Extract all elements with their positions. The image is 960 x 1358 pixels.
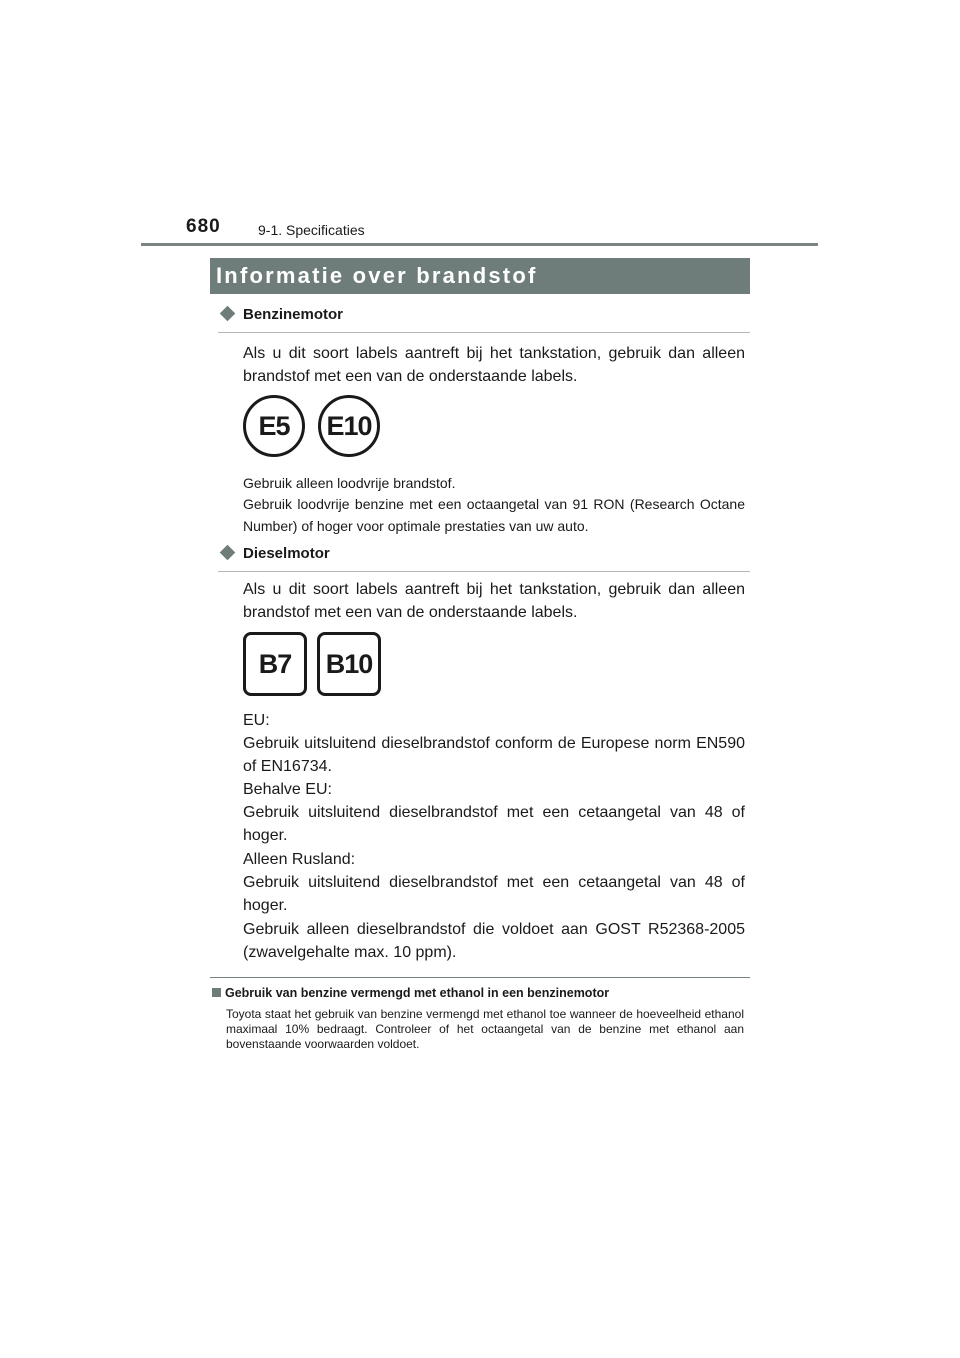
page-number: 680 [186,216,221,237]
diesel-intro: Als u dit soort labels aantreft bij het tankstation, gebruik dan alleen brandstof met een van de onderstaande labels. [243,581,745,621]
petrol-heading [218,306,750,333]
note-body: Toyota staat het gebruik van benzine vermengd met ethanol toe wanneer de hoeveelheid ethanol maximaal 10% bedraagt. Controleer of het octaangetal van de benzine met ethanol aan bovenstaande voorwaarden voldoet. [226,1007,744,1051]
diesel-russia-rule: Alleen Rusland: Gebruik uitsluitend dieselbrandstof met een cetaangetal van 48 of hoger. [243,851,745,914]
chapter-title: 9-1. Specificaties [258,222,365,238]
diesel-heading-text: Dieselmotor [243,545,330,562]
fuel-label-e10: E10 [318,395,380,457]
diamond-bullet-icon [220,545,236,561]
diesel-gost-rule: Gebruik alleen dieselbrandstof die voldoet aan GOST R52368-2005 (zwavelgehalte max. 10 ppm). [243,921,745,961]
note-title-text: Gebruik van benzine vermengd met ethanol in een benzinemotor [225,986,610,1000]
petrol-octane-note: Gebruik loodvrije benzine met een octaangetal van 91 RON (Research Octane Number) of hoger voor optimale prestaties van uw auto. [243,496,745,534]
petrol-unleaded-note: Gebruik alleen loodvrije brandstof. [243,475,456,491]
petrol-intro: Als u dit soort labels aantreft bij het tankstation, gebruik dan alleen brandstof met een van de onderstaande labels. [243,345,745,385]
fuel-label-b7: B7 [243,632,307,696]
fuel-label-b10: B10 [317,632,381,696]
section-title: Informatie over brandstof [210,258,750,294]
note-title [212,986,752,1000]
fuel-label-e5: E5 [243,395,305,457]
square-bullet-icon [212,988,221,997]
diesel-heading [218,545,750,572]
diesel-non-eu-rule: Behalve EU: Gebruik uitsluitend dieselbrandstof met een cetaangetal van 48 of hoger. [243,781,745,844]
header-divider [141,243,818,246]
note-divider [210,977,750,978]
petrol-heading-text: Benzinemotor [243,306,344,323]
diamond-bullet-icon [220,306,236,322]
diesel-eu-rule: EU: Gebruik uitsluitend dieselbrandstof conform de Europese norm EN590 of EN16734. [243,712,745,775]
